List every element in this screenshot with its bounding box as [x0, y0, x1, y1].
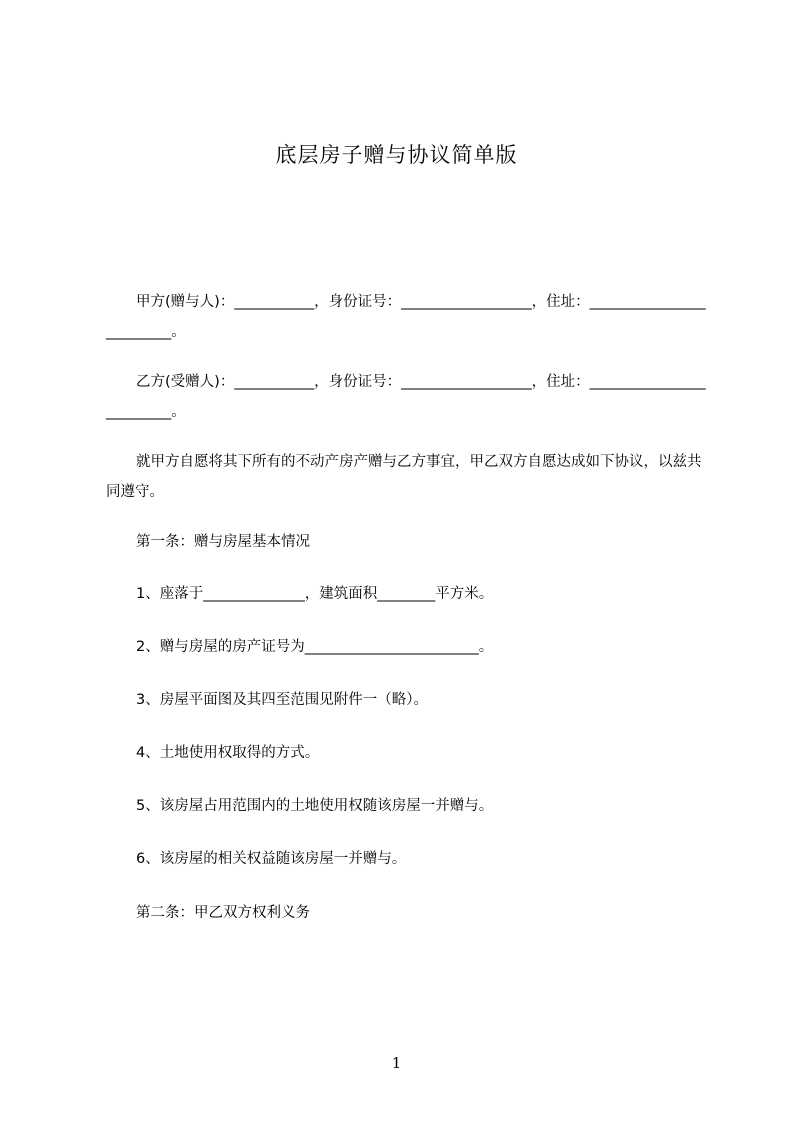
intro-paragraph: 就甲方自愿将其下所有的不动产房产赠与乙方事宜，甲乙双方自愿达成如下协议，以兹共同遵守。 [106, 454, 702, 500]
clause-1-2: 2、赠与房屋的房产证号为________________________。 [136, 639, 494, 655]
clause-1-3: 3、房屋平面图及其四至范围见附件一（略）。 [136, 692, 428, 708]
clause-1-4: 4、土地使用权取得的方式。 [136, 745, 320, 761]
party-a-paragraph: 甲方(赠与人)：___________，身份证号：__________________，住址：_________________________。 [106, 294, 706, 340]
article-2-heading: 第二条：甲乙双方权利义务 [136, 905, 310, 921]
page-title: 底层房子赠与协议简单版 [275, 143, 518, 167]
clause-1-1: 1、座落于______________，建筑面积________平方米。 [136, 586, 494, 602]
page-number: 1 [391, 1054, 402, 1072]
article-1-heading: 第一条：赠与房屋基本情况 [136, 534, 310, 550]
party-b-paragraph: 乙方(受赠人)：___________，身份证号：__________________，住址：_________________________。 [106, 374, 706, 420]
clause-1-5: 5、该房屋占用范围内的土地使用权随该房屋一并赠与。 [136, 798, 494, 814]
clause-1-6: 6、该房屋的相关权益随该房屋一并赠与。 [136, 851, 407, 867]
